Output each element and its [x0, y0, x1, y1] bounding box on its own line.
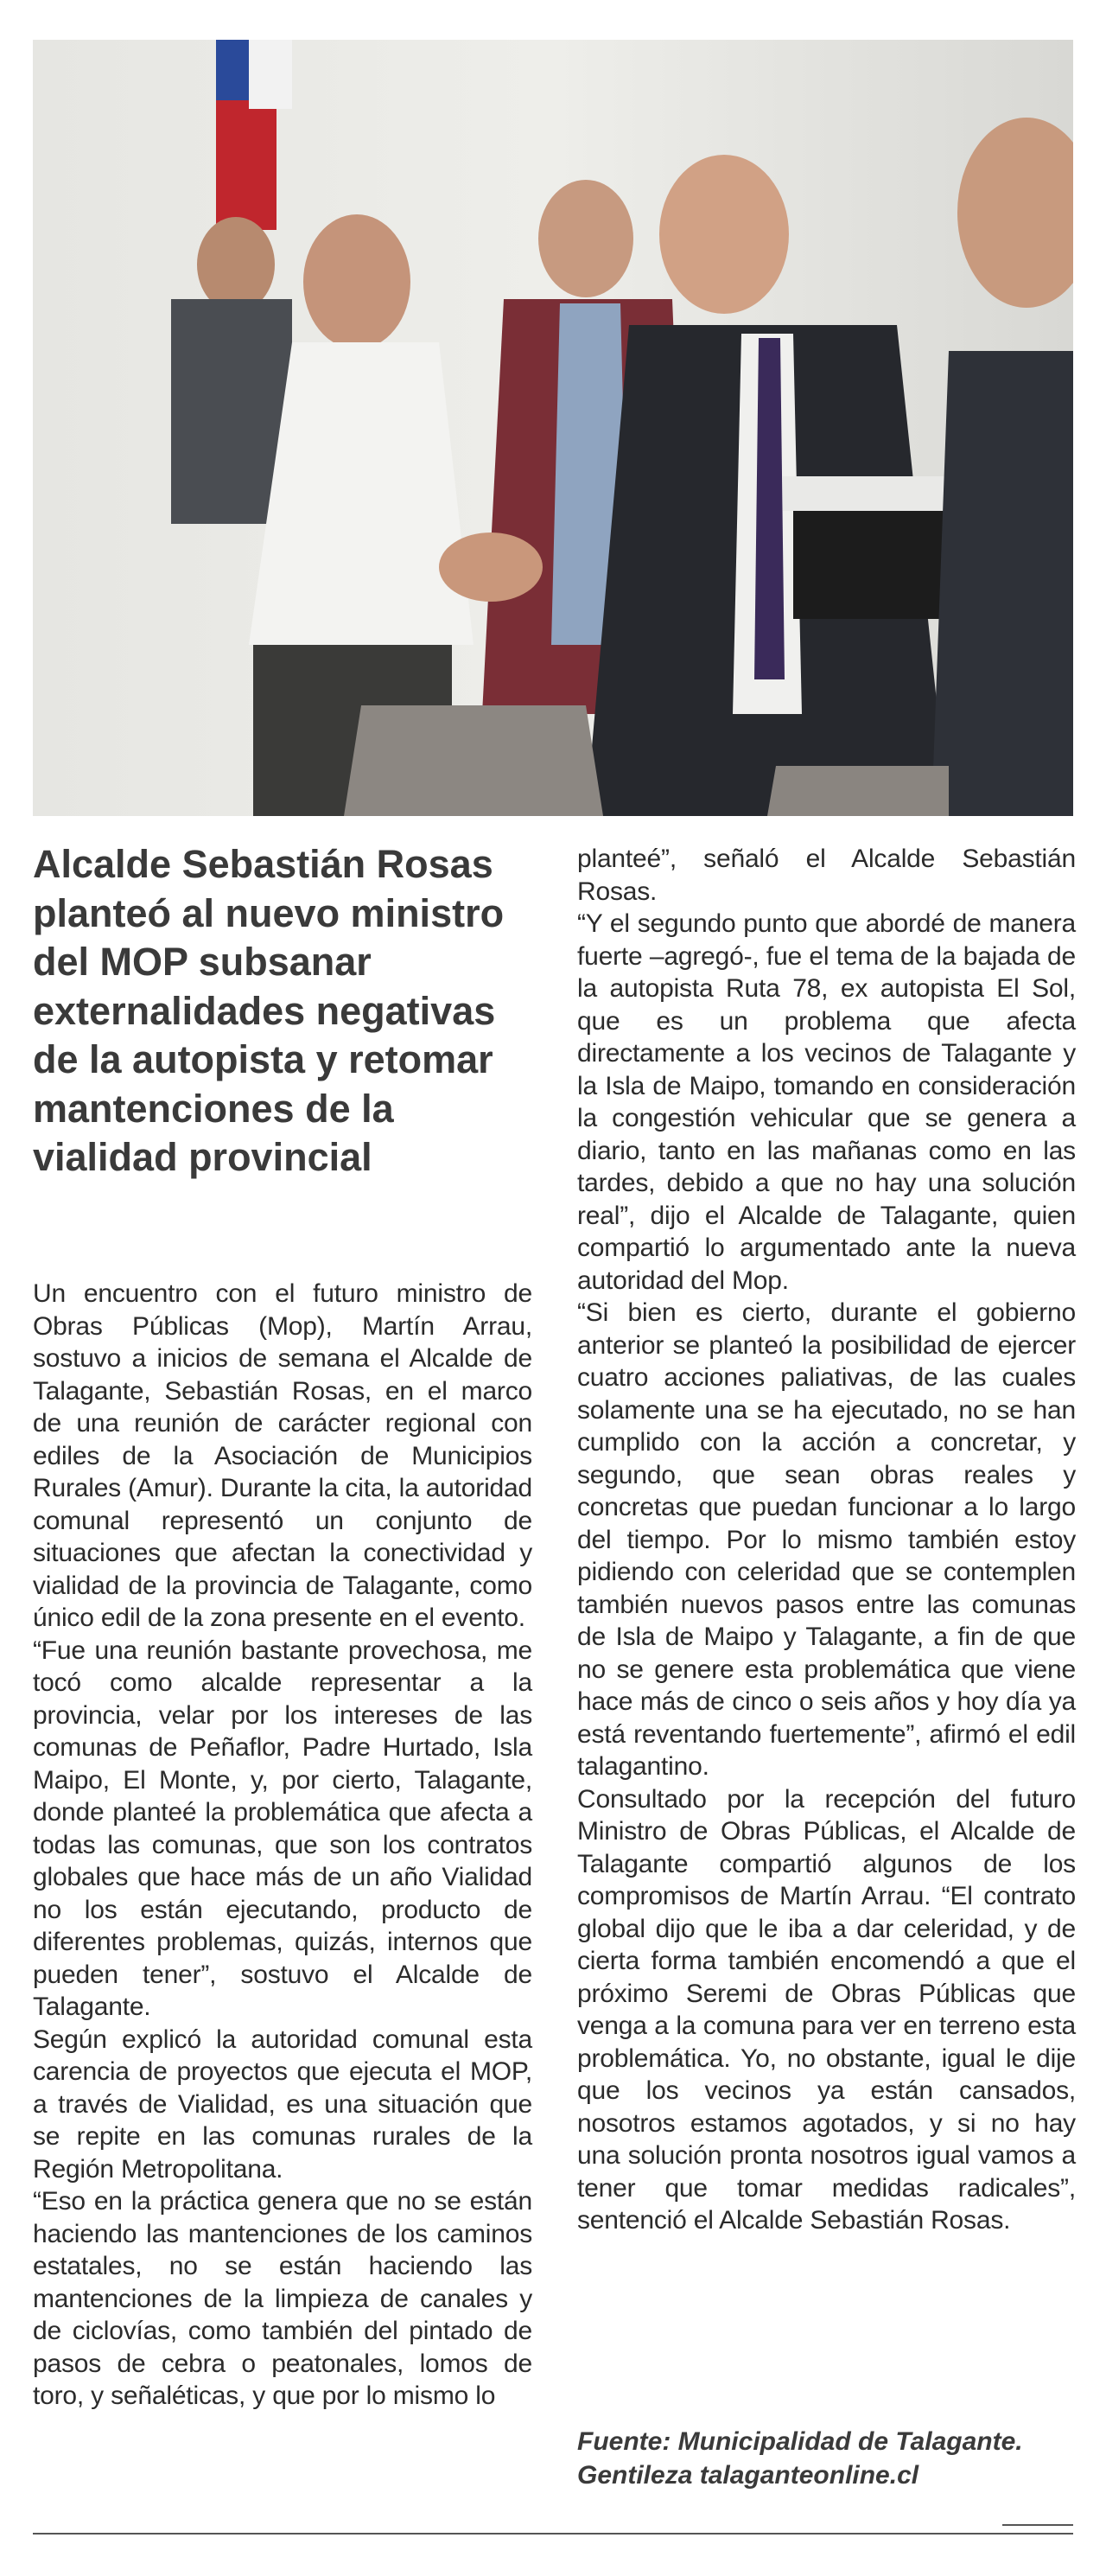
- article-photo: [33, 40, 1073, 816]
- left-column: [33, 1278, 532, 2413]
- page-divider: [33, 2533, 1073, 2535]
- paragraph: Un encuentro con el futuro ministro de Obras Públicas (Mop), Martín Arrau, sostuvo a inicios de semana el Alcalde de Talagante, Sebastián Rosas, en el marco de una reunión de carácter regional con ediles de la Asociación de Municipios Rurales (Amur). Durante la cita, la autoridad comunal representó un conjunto de situaciones que afectan la conectividad y vialidad de la provincia de Talagante, como único edil de la zona presente en el evento.: [33, 1279, 532, 1632]
- source-line: Fuente: Municipalidad de Talagante.: [577, 2427, 1023, 2456]
- news-photo-icon: [33, 40, 1073, 816]
- divider: [1002, 2524, 1073, 2526]
- article-headline: Alcalde Sebastián Rosas planteó al nuevo ministro del MOP subsanar externalidades negativas de la autopista y retomar mantenciones de la vialidad provincial: [33, 842, 505, 1179]
- paragraph: planteé”, señaló el Alcalde Sebastián Rosas.: [577, 845, 1076, 906]
- paragraph: “Y el segundo punto que abordé de manera fuerte –agregó-, fue el tema de la bajada de la autopista Ruta 78, ex autopista El Sol, que es un problema que afecta directamente a los vecinos de Talagante y la Isla de Maipo, tomando en consideración la congestión vehicular que se genera a diario, tanto en las mañanas como en las tardes, debido a que no hay una solución real”, dijo el Alcalde de Talagante, quien compartió lo argumentado ante la nueva autoridad del Mop.: [577, 909, 1076, 1295]
- paragraph: “Eso en la práctica genera que no se están haciendo las mantenciones de los caminos estatales, no se están haciendo las mantenciones de la limpieza de canales y de ciclovías, como también del pintado de pasos de cebra o peatonales, lomos de toro, y señaléticas, y que por lo mismo lo: [33, 2187, 532, 2410]
- credit-line: Gentileza talaganteonline.cl: [577, 2461, 919, 2490]
- paragraph: Según explicó la autoridad comunal esta carencia de proyectos que ejecuta el MOP, a través de Vialidad, es una situación que se repite en las comunas rurales de la Región Metropolitana.: [33, 2024, 532, 2184]
- right-column: [577, 843, 1076, 2237]
- paragraph: Consultado por la recepción del futuro Ministro de Obras Públicas, el Alcalde de Talagante compartió algunos de los compromisos de Martín Arrau. “El contrato global dijo que le iba a dar celeridad, y de cierta forma también encomendó a que el próximo Seremi de Obras Públicas que venga a la comuna para ver en terreno esta problemática. Yo, no obstante, igual le dije que los vecinos ya están cansados, nosotros estamos agotados, y si no hay una solución pronta nosotros igual vamos a tener que tomar medidas radicales”, sentenció el Alcalde Sebastián Rosas.: [577, 1784, 1076, 2235]
- paragraph: “Fue una reunión bastante provechosa, me tocó como alcalde representar a la provincia, velar por los intereses de las comunas de Peñaflor, Padre Hurtado, Isla Maipo, El Monte, y, por cierto, Talagante, donde planteé la problemática que afecta a todas las comunas, que son los contratos globales que hace más de un año Vialidad no los están ejecutando, producto de diferentes problemas, quizás, internos que pueden tener”, sostuvo el Alcalde de Talagante.: [33, 1636, 532, 2021]
- source-credit: [577, 2425, 1076, 2492]
- paragraph: “Si bien es cierto, durante el gobierno anterior se planteó la posibilidad de ejercer cuatro acciones paliativas, de las cuales solamente una se ha ejecutado, no se han cumplido con la acción a concretar, y segundo, que sean obras reales y concretas que puedan funcionar a lo largo del tiempo. Por lo mismo también estoy pidiendo con celeridad que se contemplen también nuevos pasos entre las comunas de Isla de Maipo y Talagante, a fin de que no se genere esta problemática que viene hace más de cinco o seis años y hoy día ya está reventando fuertemente”, afirmó el edil talagantino.: [577, 1298, 1076, 1781]
